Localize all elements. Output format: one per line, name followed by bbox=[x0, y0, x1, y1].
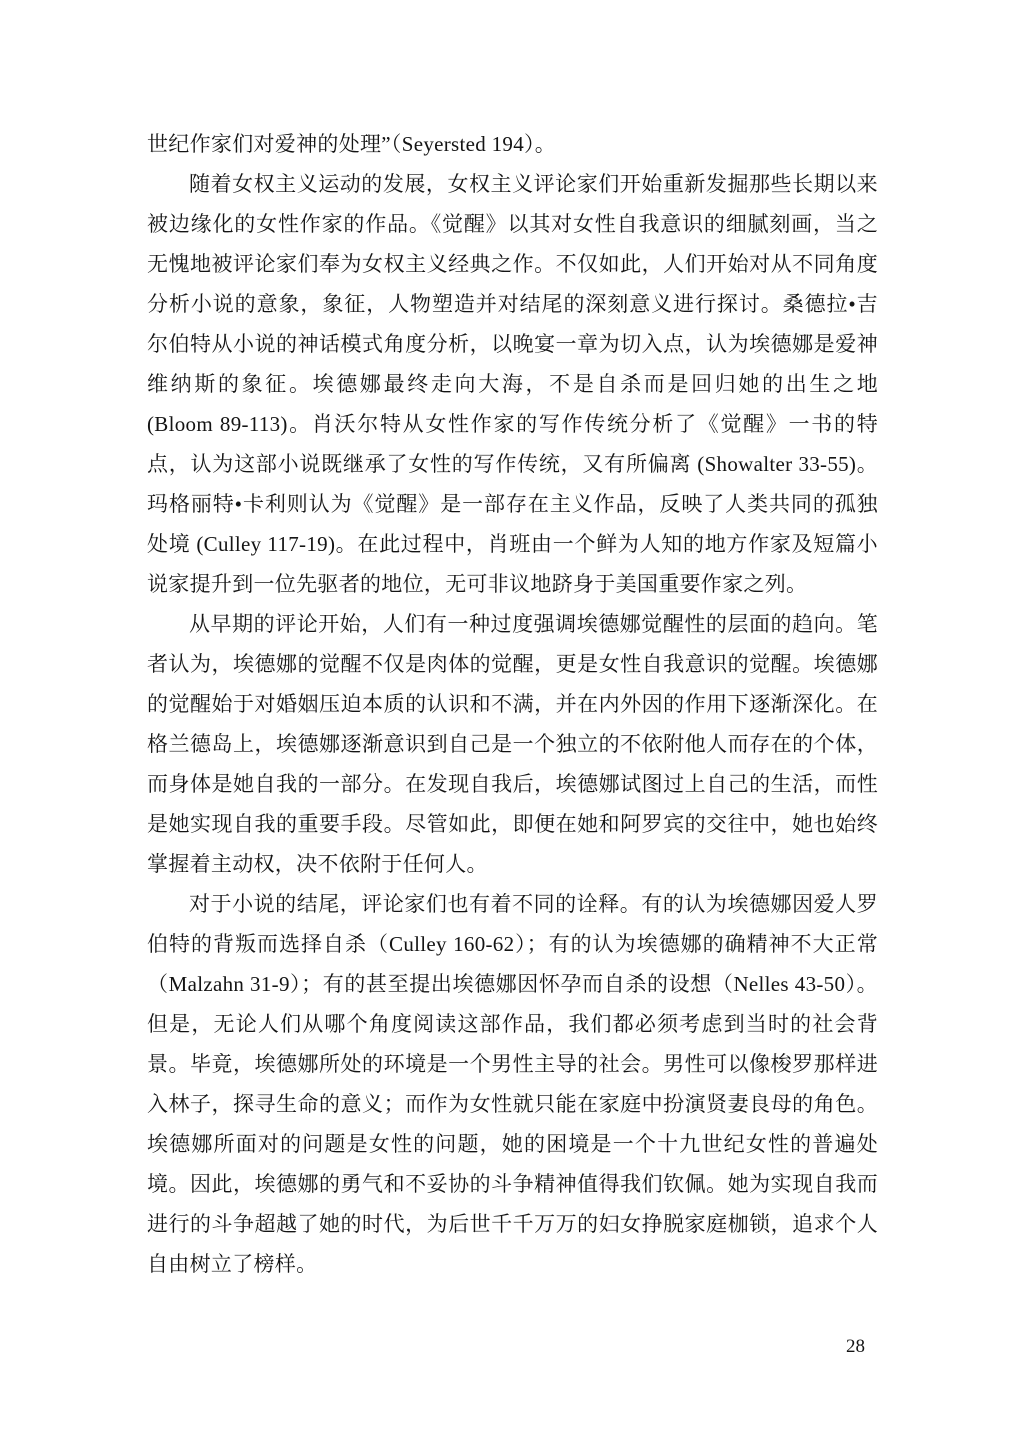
paragraph: 从早期的评论开始，人们有一种过度强调埃德娜觉醒性的层面的趋向。笔者认为，埃德娜的觉醒不仅是肉体的觉醒，更是女性自我意识的觉醒。埃德娜的觉醒始于对婚姻压迫本质的认识和不满，并在内外因的作用下逐渐深化。在格兰德岛上，埃德娜逐渐意识到自己是一个独立的不依附他人而存在的个体，而身体是她自我的一部分。在发现自我后，埃德娜试图过上自己的生活，而性是她实现自我的重要手段。尽管如此，即便在她和阿罗宾的交往中，她也始终掌握着主动权，决不依附于任何人。 bbox=[147, 612, 878, 876]
paragraph-continuation: 世纪作家们对爱神的处理”（Seyersted 194）。 bbox=[147, 132, 557, 156]
page-number: 28 bbox=[846, 1336, 865, 1357]
document-body bbox=[147, 124, 878, 1284]
paragraph: 随着女权主义运动的发展，女权主义评论家们开始重新发掘那些长期以来被边缘化的女性作家的作品。《觉醒》以其对女性自我意识的细腻刻画，当之无愧地被评论家们奉为女权主义经典之作。不仅如此，人们开始对从不同角度分析小说的意象，象征，人物塑造并对结尾的深刻意义进行探讨。桑德拉•吉尔伯特从小说的神话模式角度分析，以晚宴一章为切入点，认为埃德娜是爱神维纳斯的象征。埃德娜最终走向大海，不是自杀而是回归她的出生之地 (Bloom 89-113)。肖沃尔特从女性作家的写作传统分析了《觉醒》一书的特点，认为这部小说既继承了女性的写作传统，又有所偏离 (Showalter 33-55)。玛格丽特•卡利则认为《觉醒》是一部存在主义作品，反映了人类共同的孤独处境 (Culley 117-19)。在此过程中，肖班由一个鲜为人知的地方作家及短篇小说家提升到一位先驱者的地位，无可非议地跻身于美国重要作家之列。 bbox=[147, 172, 878, 596]
paragraph: 对于小说的结尾，评论家们也有着不同的诠释。有的认为埃德娜因爱人罗伯特的背叛而选择自杀（Culley 160-62）；有的认为埃德娜的确精神不大正常（Malzahn 31-9）；有的甚至提出埃德娜因怀孕而自杀的设想（Nelles 43-50）。但是，无论人们从哪个角度阅读这部作品，我们都必须考虑到当时的社会背景。毕竟，埃德娜所处的环境是一个男性主导的社会。男性可以像梭罗那样进入林子，探寻生命的意义；而作为女性就只能在家庭中扮演贤妻良母的角色。埃德娜所面对的问题是女性的问题，她的困境是一个十九世纪女性的普遍处境。因此，埃德娜的勇气和不妥协的斗争精神值得我们钦佩。她为实现自我而进行的斗争超越了她的时代，为后世千千万万的妇女挣脱家庭枷锁，追求个人自由树立了榜样。 bbox=[147, 892, 878, 1276]
